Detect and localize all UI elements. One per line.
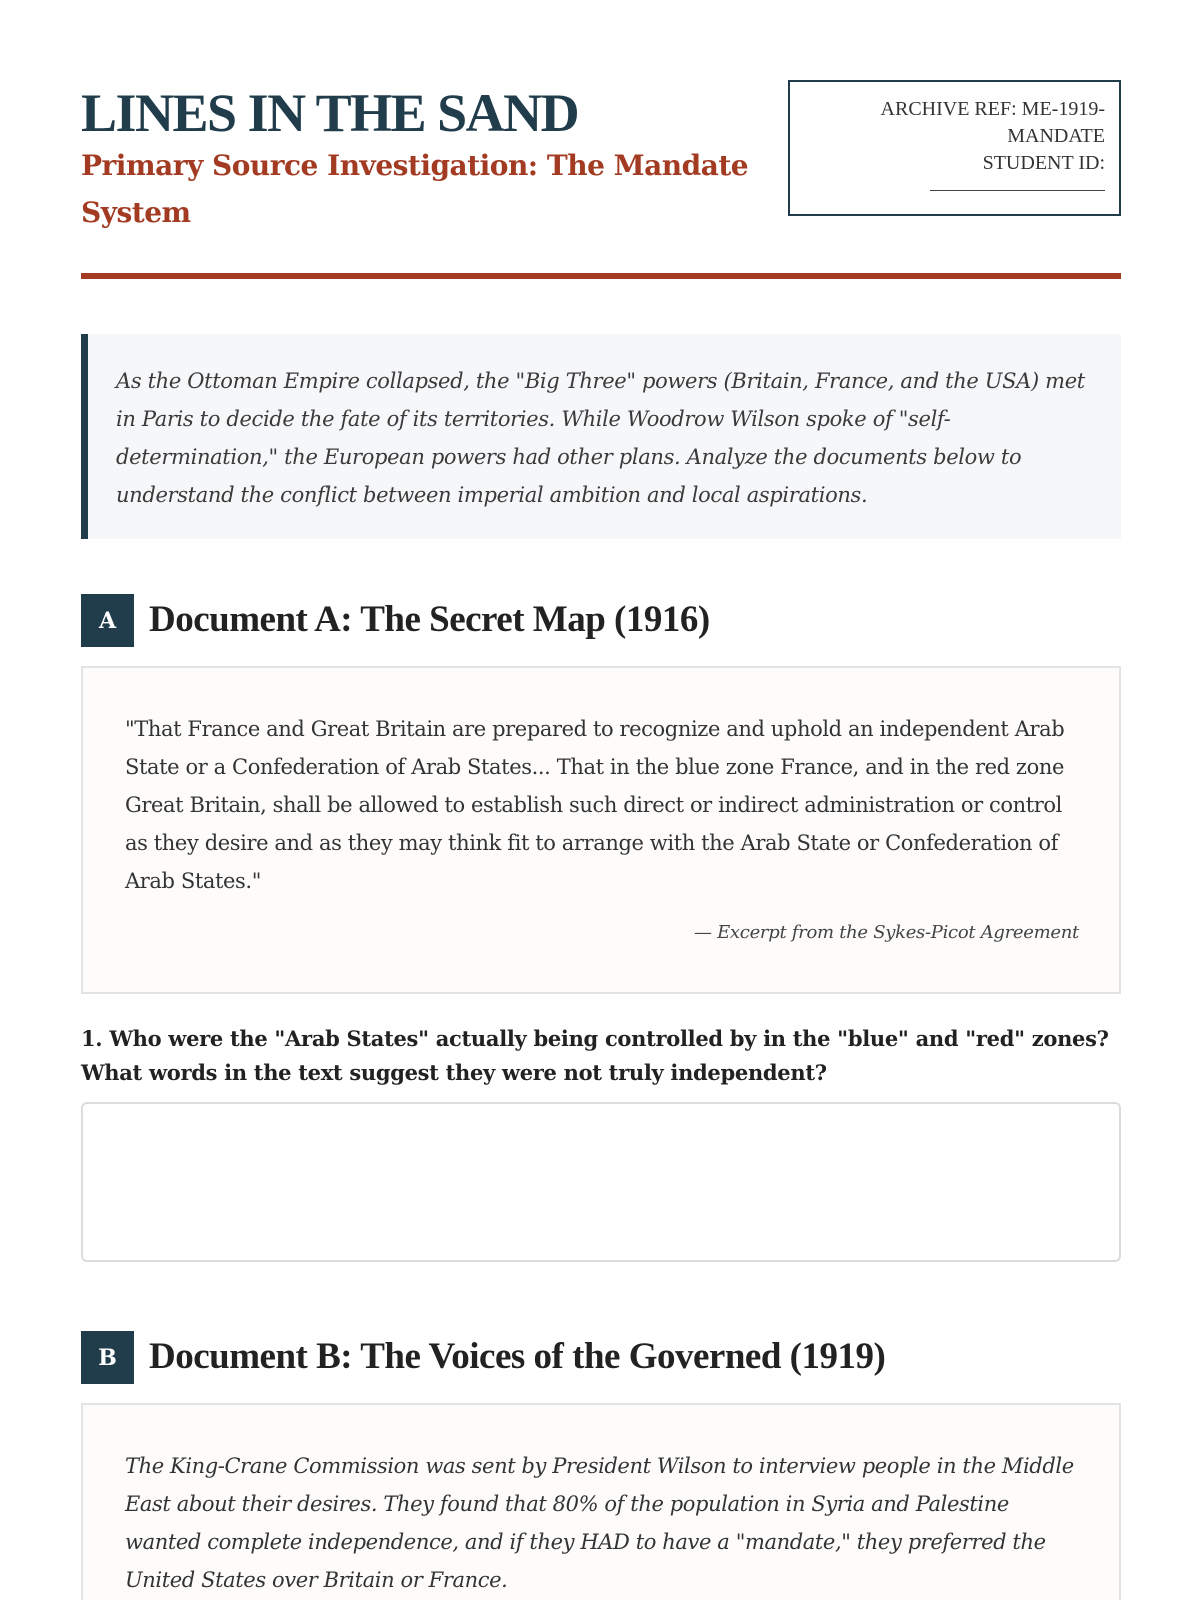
- intro-text: As the Ottoman Empire collapsed, the "Big Three" powers (Britain, France, and the USA) met in Paris to decide the fate of its territories. While Woodrow Wilson spoke of "self-determination," the European powers had other plans. Analyze the documents below to understand the conflict between imperial ambition and local aspirations.: [116, 369, 1085, 507]
- header-divider: [81, 273, 1121, 279]
- document-b-title: Document B: The Voices of the Governed (1919): [149, 1336, 886, 1377]
- document-a-heading: [81, 594, 1121, 647]
- worksheet-title: LINES IN THE SAND: [81, 83, 579, 143]
- document-a-citation: — Excerpt from the Sykes-Picot Agreement: [693, 922, 1079, 943]
- question-1: 1. Who were the "Arab States" actually being controlled by in the "blue" and "red" zones? What words in the text suggest they were not truly independent?: [81, 1026, 1109, 1085]
- archive-reference-box: [788, 80, 1121, 216]
- document-b-source-box: [81, 1403, 1121, 1600]
- document-a-badge: A: [81, 594, 134, 647]
- document-b-heading: [81, 1331, 1121, 1384]
- worksheet-page: [81, 0, 1121, 1592]
- document-a-title: Document A: The Secret Map (1916): [149, 599, 710, 640]
- document-a-source-box: [81, 666, 1121, 994]
- document-b-badge: B: [81, 1331, 134, 1384]
- student-id-label: STUDENT ID:: [982, 152, 1105, 174]
- question-1-answer-field[interactable]: [81, 1102, 1121, 1262]
- worksheet-header: [81, 0, 1121, 290]
- archive-ref-text: ARCHIVE REF: ME-1919-MANDATE: [880, 98, 1105, 147]
- student-id-blank-line[interactable]: [930, 177, 1105, 191]
- document-a-quote: "That France and Great Britain are prepared to recognize and uphold an independent Arab State or a Confederation of Arab States... That in the blue zone France, and in the red zone Great Britain, shall be allowed to establish such direct or indirect administration or control as they desire and as they may think fit to arrange with the Arab State or Confederation of Arab States.": [125, 717, 1065, 893]
- document-b-quote: The King-Crane Commission was sent by President Wilson to interview people in the Middle East about their desires. They found that 80% of the population in Syria and Palestine wanted complete independence, and if they HAD to have a "mandate," they preferred the United States over Britain or France.: [125, 1454, 1074, 1592]
- worksheet-subtitle: Primary Source Investigation: The Mandate System: [81, 149, 749, 229]
- intro-callout: [81, 334, 1121, 539]
